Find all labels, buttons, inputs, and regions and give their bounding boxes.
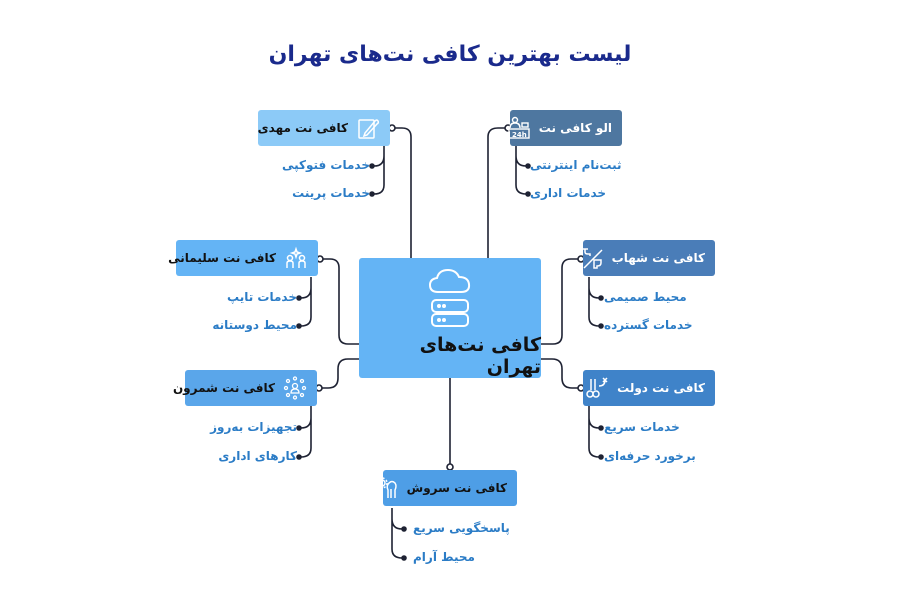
scissors-icon	[585, 376, 609, 400]
node-mahdi	[258, 110, 390, 146]
node-shahab	[583, 240, 715, 276]
sub-item: خدمات پرینت	[292, 186, 370, 200]
hand-gear-icon	[375, 476, 399, 500]
sub-item: کارهای اداری	[218, 449, 297, 463]
sub-item: برخورد حرفه‌ای	[604, 449, 696, 463]
node-label: کافی نت سروش	[406, 481, 507, 495]
node-soleimani	[168, 240, 318, 276]
svg-text:24h: 24h	[511, 131, 527, 139]
sub-item: خدمات سریع	[604, 420, 680, 434]
cloud-server-icon	[428, 266, 472, 330]
sub-item: خدمات تایپ	[227, 290, 297, 304]
sub-item: محیط آرام	[413, 550, 475, 564]
sub-item: خدمات گسترده	[604, 318, 693, 332]
sub-item: ثبت‌نام اینترنتی	[530, 158, 622, 172]
node-label: کافی نت شمرون	[172, 381, 275, 395]
node-label: کافی نت دولت	[617, 381, 705, 395]
node-label: کافی نت مهدی	[257, 121, 348, 135]
people-sparkle-icon	[284, 246, 308, 270]
node-shemiran	[172, 370, 317, 406]
sub-item: تجهیزات به‌روز	[210, 420, 297, 434]
network-person-icon	[283, 376, 307, 400]
sub-item: خدمات اداری	[530, 186, 607, 200]
node-soroush	[383, 470, 517, 506]
node-label: کافی نت سلیمانی	[168, 251, 276, 265]
sub-item: محیط دوستانه	[212, 318, 297, 332]
page-title: لیست بهترین کافی نت‌های تهران	[268, 42, 632, 67]
faucet-toilet-icon	[580, 246, 604, 270]
center-node	[359, 258, 541, 378]
node-label: الو کافی نت	[538, 121, 612, 135]
edit-document-icon	[356, 116, 380, 140]
sub-item: محیط صمیمی	[604, 290, 687, 304]
sub-item: پاسخگویی سریع	[413, 521, 510, 535]
node-label: کافی نت شهاب	[611, 251, 705, 265]
24h-support-icon	[507, 116, 531, 140]
node-alo	[510, 110, 622, 146]
center-label: کافی نت‌های تهران	[419, 334, 541, 378]
node-dolat	[583, 370, 715, 406]
sub-item: خدمات فتوکپی	[281, 158, 370, 172]
